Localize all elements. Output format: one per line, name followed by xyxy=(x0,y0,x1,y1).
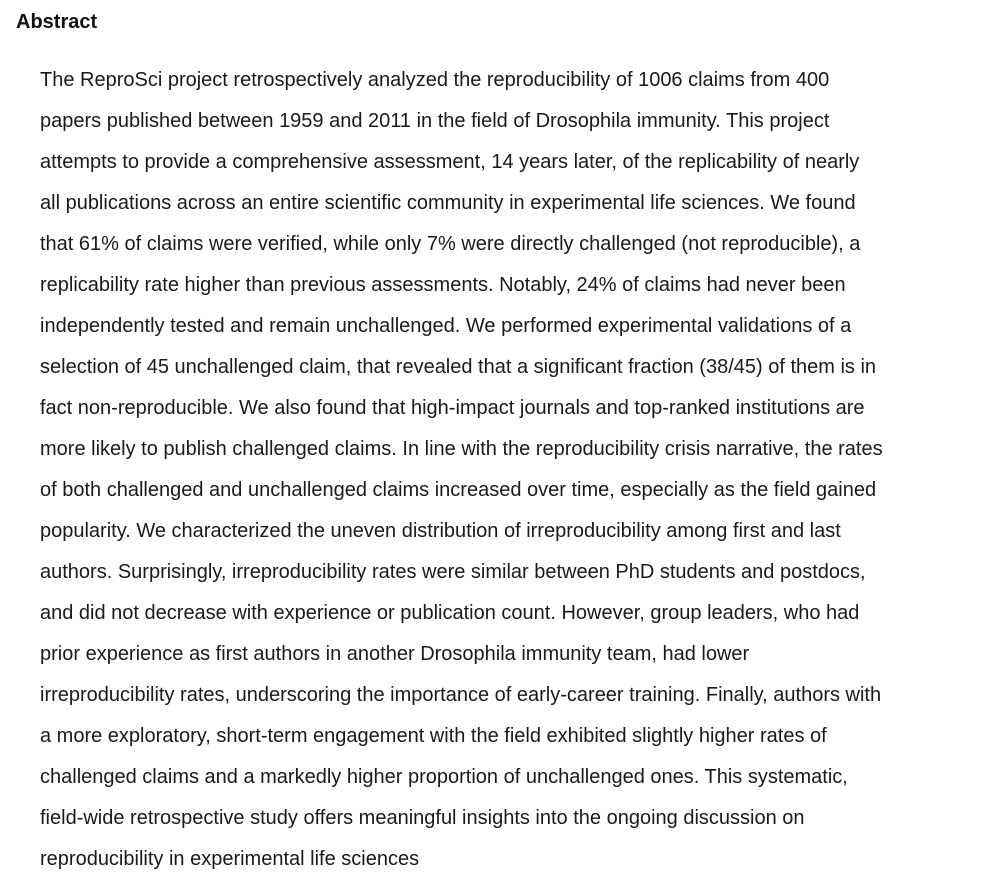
abstract-line: selection of 45 unchallenged claim, that revealed that a significant fraction (38/45) of them is in xyxy=(40,356,877,378)
abstract-line: attempts to provide a comprehensive assessment, 14 years later, of the replicability of nearly xyxy=(40,151,860,173)
abstract-line: field-wide retrospective study offers meaningful insights into the ongoing discussion on xyxy=(40,807,805,829)
abstract-line: a more exploratory, short-term engagement with the field exhibited slightly higher rates of xyxy=(40,725,827,747)
abstract-line: that 61% of claims were verified, while only 7% were directly challenged (not reproducible), a xyxy=(40,233,861,255)
abstract-line: popularity. We characterized the uneven distribution of irreproducibility among first and last xyxy=(40,520,841,542)
abstract-line: challenged claims and a markedly higher proportion of unchallenged ones. This systematic, xyxy=(40,766,848,788)
abstract-line: The ReproSci project retrospectively analyzed the reproducibility of 1006 claims from 400 xyxy=(40,69,830,91)
abstract-line: of both challenged and unchallenged claims increased over time, especially as the field gained xyxy=(40,479,877,501)
abstract-line: authors. Surprisingly, irreproducibility rates were similar between PhD students and postdocs, xyxy=(40,561,866,583)
abstract-line: all publications across an entire scientific community in experimental life sciences. We found xyxy=(40,192,856,214)
abstract-line: independently tested and remain unchallenged. We performed experimental validations of a xyxy=(40,315,852,337)
abstract-line: and did not decrease with experience or publication count. However, group leaders, who had xyxy=(40,602,860,624)
abstract-line: replicability rate higher than previous assessments. Notably, 24% of claims had never been xyxy=(40,274,846,296)
abstract-line: more likely to publish challenged claims. In line with the reproducibility crisis narrative, the rates xyxy=(40,438,883,460)
abstract-line: prior experience as first authors in another Drosophila immunity team, had lower xyxy=(40,643,750,665)
abstract-heading: Abstract xyxy=(16,11,98,33)
abstract-line: reproducibility in experimental life sciences xyxy=(40,848,420,870)
abstract-line: irreproducibility rates, underscoring the importance of early-career training. Finally, authors with xyxy=(40,684,882,706)
abstract-line: papers published between 1959 and 2011 in the field of Drosophila immunity. This project xyxy=(40,110,830,132)
abstract-body xyxy=(40,66,990,886)
abstract-line: fact non-reproducible. We also found that high-impact journals and top-ranked institutions are xyxy=(40,397,865,419)
